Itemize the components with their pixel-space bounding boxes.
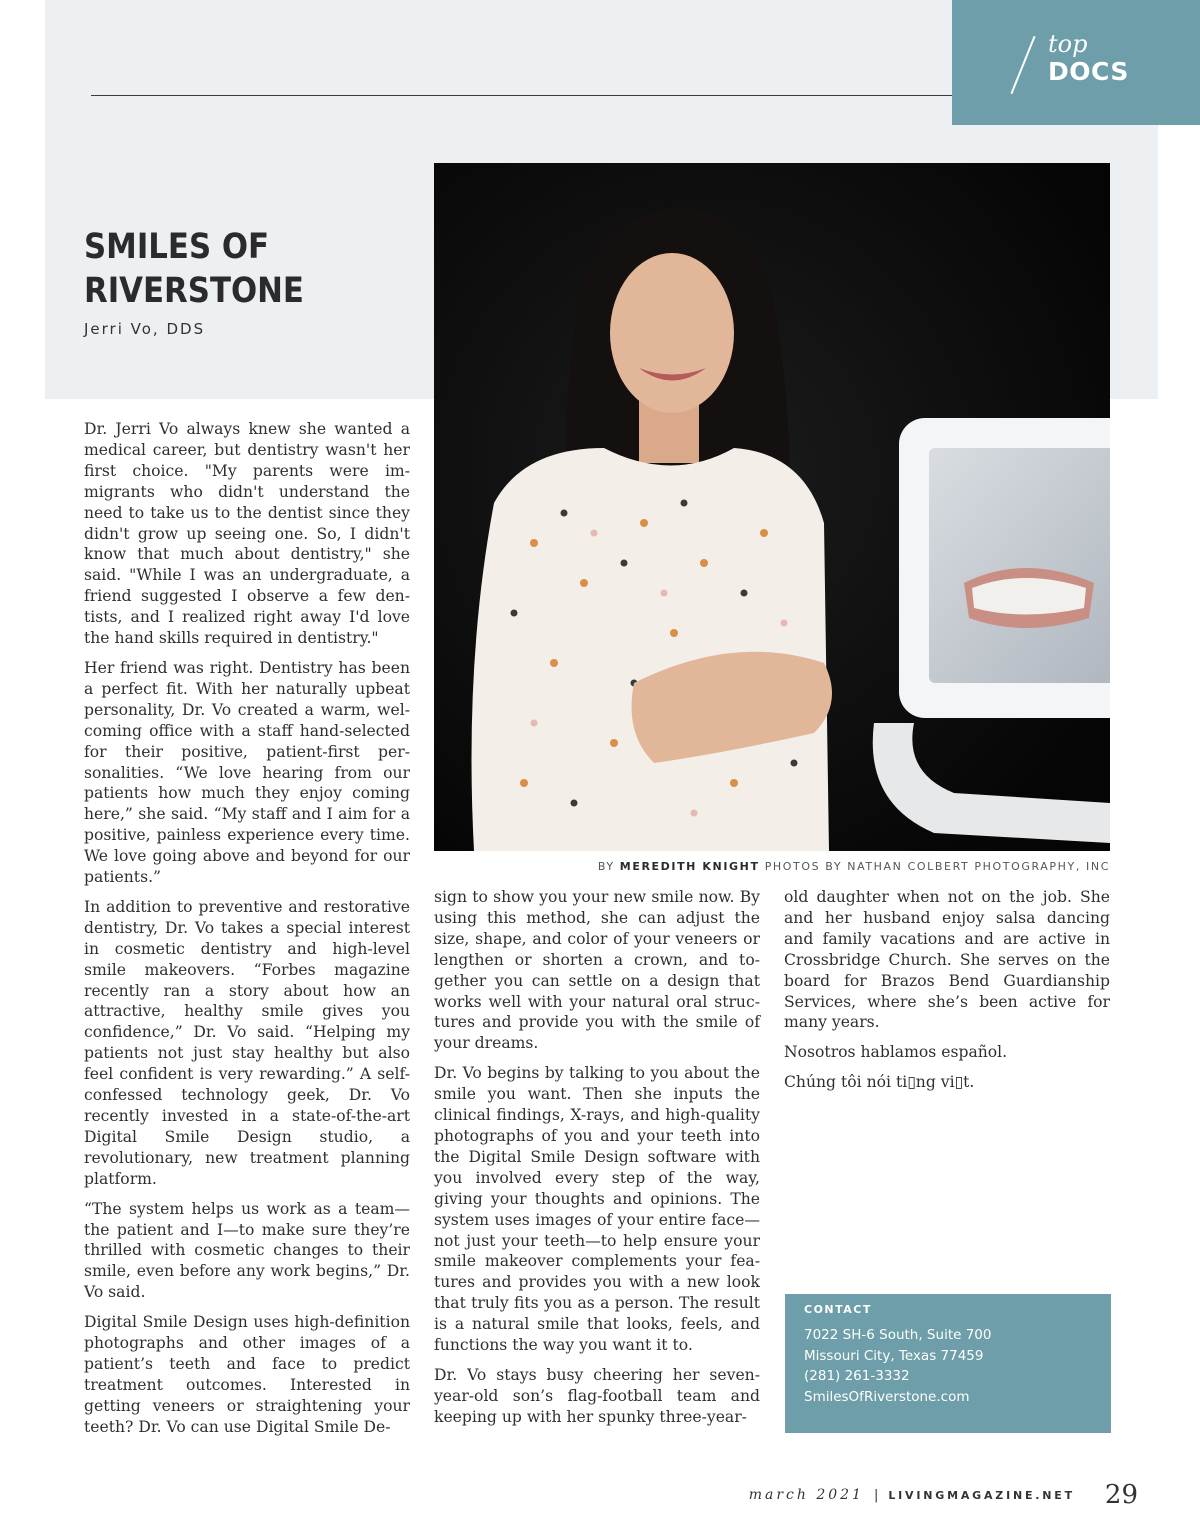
credit-by: BY (597, 860, 615, 873)
tab-top-label: top (1048, 30, 1088, 58)
paragraph: In addition to preventive and restorative dentistry, Dr. Vo takes a special interest in cosmetic dentistry and high-level smile makeovers. “Forbes magazine recently ran a story about how an attractive, healthy smile gives you confidence,” Dr. Vo said. “Helping my patients not just stay healthy but also feel confident is very rewarding.” A self-confessed technology geek, Dr. Vo recently invested in a state-of-the-art Digital Smile Design studio, a revolutionary, new treatment planning platform. (84, 897, 410, 1188)
contact-title: CONTACT (804, 1303, 872, 1316)
article-column-2 (434, 887, 760, 1437)
tab-docs-label: DOCS (1048, 57, 1129, 86)
credit-author: MEREDITH KNIGHT (619, 860, 760, 873)
title-line-2: RIVERSTONE (84, 271, 304, 311)
page-footer (749, 1480, 1138, 1510)
paragraph: Digital Smile Design uses high-definition photographs and other images of a patient’s teeth and face to predict treatment outcomes. Interested in getting veneers or straightening your teeth? Dr. Vo can use Digital Smile De- (84, 1313, 410, 1436)
paragraph: old daughter when not on the job. She and her husband enjoy salsa dancing and family vacations and are active in Crossbridge Church. She serves on the board for Brazos Bend Guardianship Services, where she’s been active for many years. (784, 888, 1110, 1032)
contact-address-1: 7022 SH-6 South, Suite 700 (804, 1327, 992, 1343)
portrait-photo (434, 163, 1110, 851)
spanish-note: Nosotros hablamos español. (784, 1043, 1008, 1062)
credit-photos: PHOTOS BY NATHAN COLBERT PHOTOGRAPHY, INC (764, 860, 1110, 873)
paragraph: Dr. Jerri Vo always knew she wanted a medical career, but dentistry wasn't her first choice. "My parents were immigrants who didn't understand the need to take us to the dentist since they didn't grow up seeing one. So, I didn't know that much about dentistry," she said. "While I was an undergraduate, a friend suggested I observe a few dentists, and I realized right away I'd love the hand skills required in dentistry." (84, 420, 410, 648)
contact-address-2: Missouri City, Texas 77459 (804, 1347, 984, 1364)
paragraph: Dr. Vo begins by talking to you about the smile you want. Then she inputs the clinical findings, X-rays, and high-quality photographs of you and your teeth into the Digital Smile Design software with you involved every step of the way, giving your thoughts and opinions. The system uses images of your entire face—not just your teeth—to help ensure your smile makeover complements your features and provides you with a new look that truly fits you as a person. The result is a natural smile that looks, feels, and functions the way you want it to. (434, 1064, 760, 1355)
tab-slash (1010, 36, 1035, 94)
footer-date: march 2021 (748, 1487, 864, 1503)
contact-website[interactable]: SmilesOfRiverstone.com (804, 1388, 970, 1405)
paragraph: Dr. Vo stays busy cheering her seven-year-old son’s flag-football team and keeping up with her spunky three-year- (434, 1365, 760, 1426)
portrait-illustration (434, 163, 1110, 851)
title-line-1: SMILES OF (84, 227, 270, 267)
footer-separator: | (873, 1487, 879, 1503)
paragraph: sign to show you your new smile now. By using this method, she can adjust the size, shape, and color of your veneers or lengthen or shorten a crown, and together you can settle on a design that works well with your natural oral structures and provide you with the smile of your dreams. (434, 888, 760, 1053)
section-tab (952, 0, 1200, 125)
page-number: 29 (1104, 1480, 1138, 1510)
article-column-1 (84, 419, 410, 1447)
contact-phone: (281) 261-3332 (804, 1368, 910, 1384)
article-subtitle: Jerri Vo, DDS (84, 320, 206, 338)
paragraph: “The system helps us work as a team—the patient and I—to make sure they’re thrilled with cosmetic changes to their smile, even before any work begins,” Dr. Vo said. (84, 1199, 410, 1302)
article-title (84, 225, 374, 313)
header-rule (91, 95, 953, 96)
contact-box (785, 1294, 1111, 1433)
article-column-3 (784, 887, 1110, 1102)
vietnamese-note: Chúng tôi nói ti▯ng vi▯t. (784, 1073, 975, 1092)
paragraph: Her friend was right. Dentistry has been a perfect fit. With her naturally upbeat personality, Dr. Vo created a warm, welcoming office with a staff hand-selected for their positive, patient-first personalities. “We love hearing from our patients how much they enjoy coming here,” she said. “My staff and I aim for a positive, painless experience every time. We love going above and beyond for our patients.” (84, 658, 410, 887)
footer-site[interactable]: LIVINGMAGAZINE.NET (888, 1488, 1075, 1502)
photo-credit (434, 860, 1110, 873)
